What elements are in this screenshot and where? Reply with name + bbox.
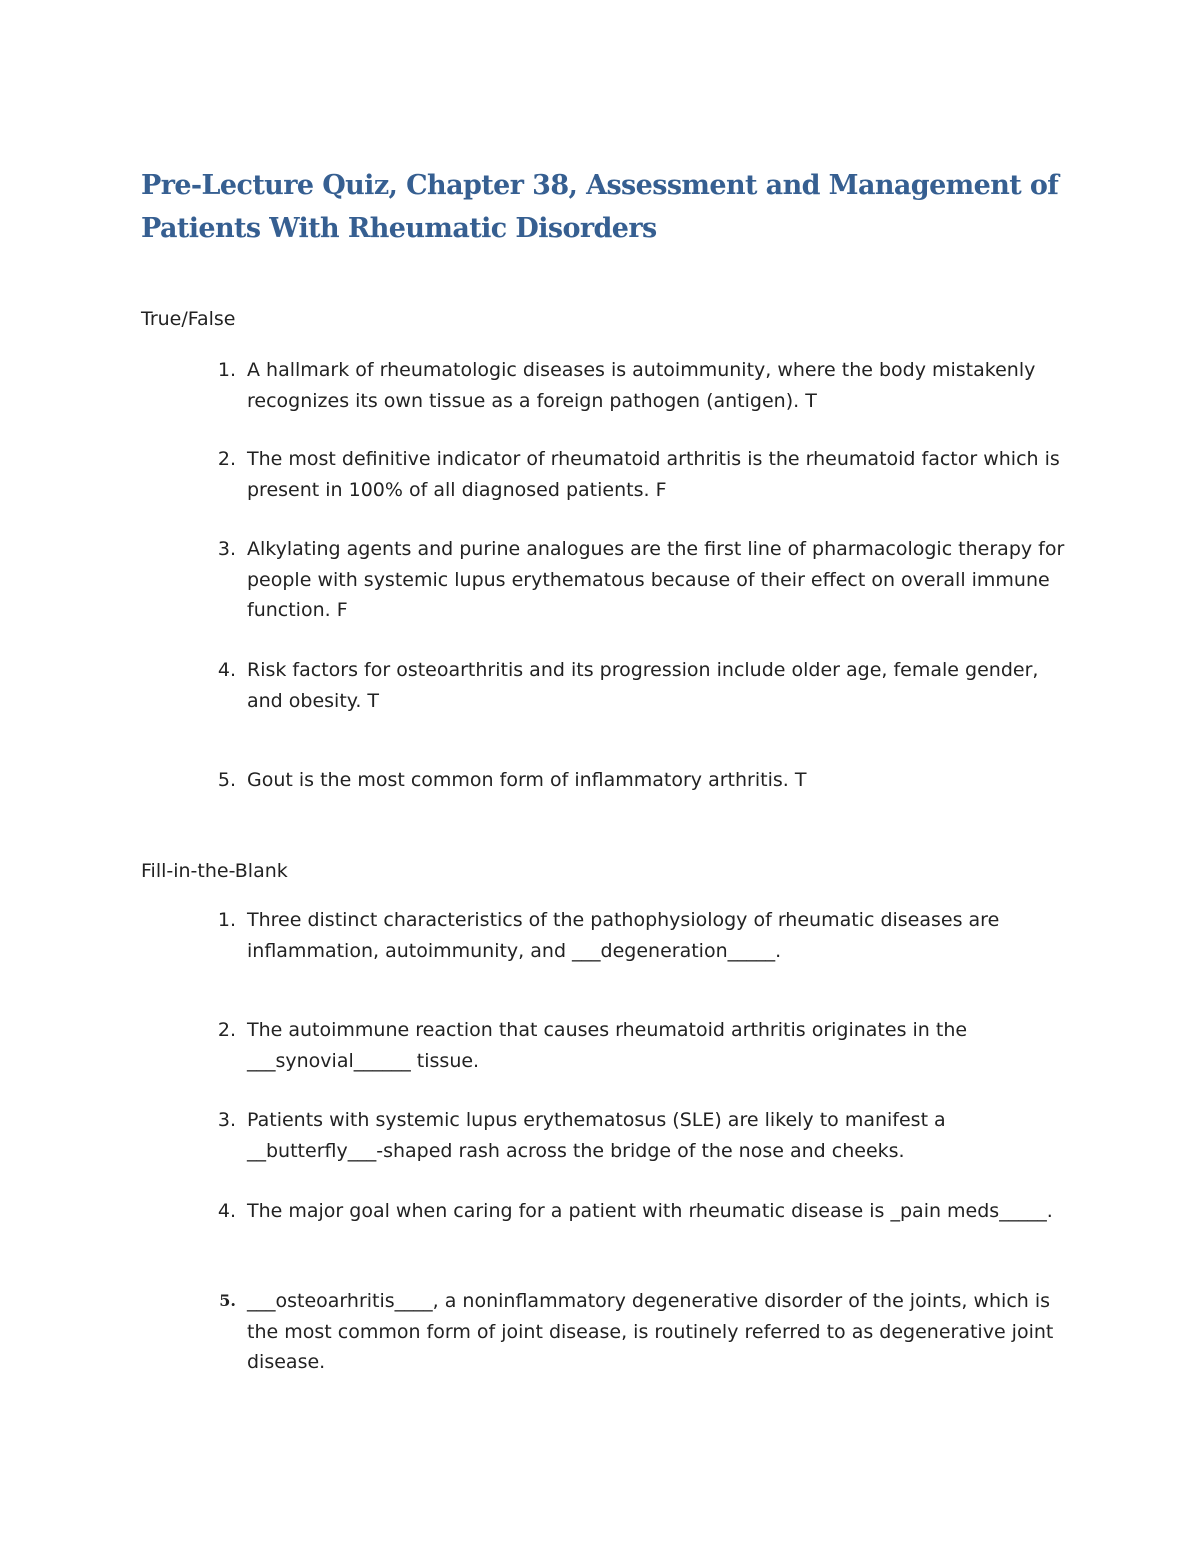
question-number: 1. [217,359,236,381]
fb-question-5 [206,1286,1086,1378]
question-text: The major goal when caring for a patient with rheumatic disease is _pain meds_____. [247,1200,1053,1222]
question-text: The most definitive indicator of rheumatoid arthritis is the rheumatoid factor which is present in 100% of all diagnosed patients. F [247,448,1060,501]
question-number: 5. [219,1291,236,1310]
section-heading-true-false: True/False [141,308,236,330]
question-text: A hallmark of rheumatologic diseases is autoimmunity, where the body mistakenly recognizes its own tissue as a foreign pathogen (antigen). T [247,359,1036,412]
question-number: 2. [217,448,236,470]
question-text: Patients with systemic lupus erythematosus (SLE) are likely to manifest a __butterfly___-shaped rash across the bridge of the nose and cheeks. [247,1109,946,1162]
section-heading-fill-in-the-blank: Fill-in-the-Blank [141,860,288,882]
question-text: Three distinct characteristics of the pathophysiology of rheumatic diseases are inflammation, autoimmunity, and ___degeneration_____. [247,909,1000,962]
fb-question-4 [206,1196,1086,1227]
tf-question-1 [206,355,1086,416]
question-number: 5. [217,769,236,791]
fb-question-3 [206,1105,1086,1166]
tf-question-3 [206,534,1086,626]
question-text: Alkylating agents and purine analogues are the first line of pharmacologic therapy for people with systemic lupus erythematous because of their effect on overall immune function. F [247,538,1065,621]
fb-question-2 [206,1015,1086,1076]
question-text: The autoimmune reaction that causes rheumatoid arthritis originates in the ___synovial______ tissue. [247,1019,968,1072]
question-text: ___osteoarhritis____, a noninflammatory degenerative disorder of the joints, which is the most common form of joint disease, is routinely referred to as degenerative joint disease. [247,1290,1054,1373]
fb-question-1 [206,905,1086,966]
question-number: 4. [217,659,236,681]
question-number: 3. [217,1109,236,1131]
tf-question-4 [206,655,1086,716]
page-title: Pre-Lecture Quiz, Chapter 38, Assessment and Management of Patients With Rheumatic Disorders [141,170,1059,244]
tf-question-5 [206,765,1086,796]
question-text: Gout is the most common form of inflammatory arthritis. T [247,769,807,791]
question-number: 4. [217,1200,236,1222]
question-number: 1. [217,909,236,931]
question-number: 2. [217,1019,236,1041]
tf-question-2 [206,444,1086,505]
question-number: 3. [217,538,236,560]
question-text: Risk factors for osteoarthritis and its progression include older age, female gender, and obesity. T [247,659,1039,712]
